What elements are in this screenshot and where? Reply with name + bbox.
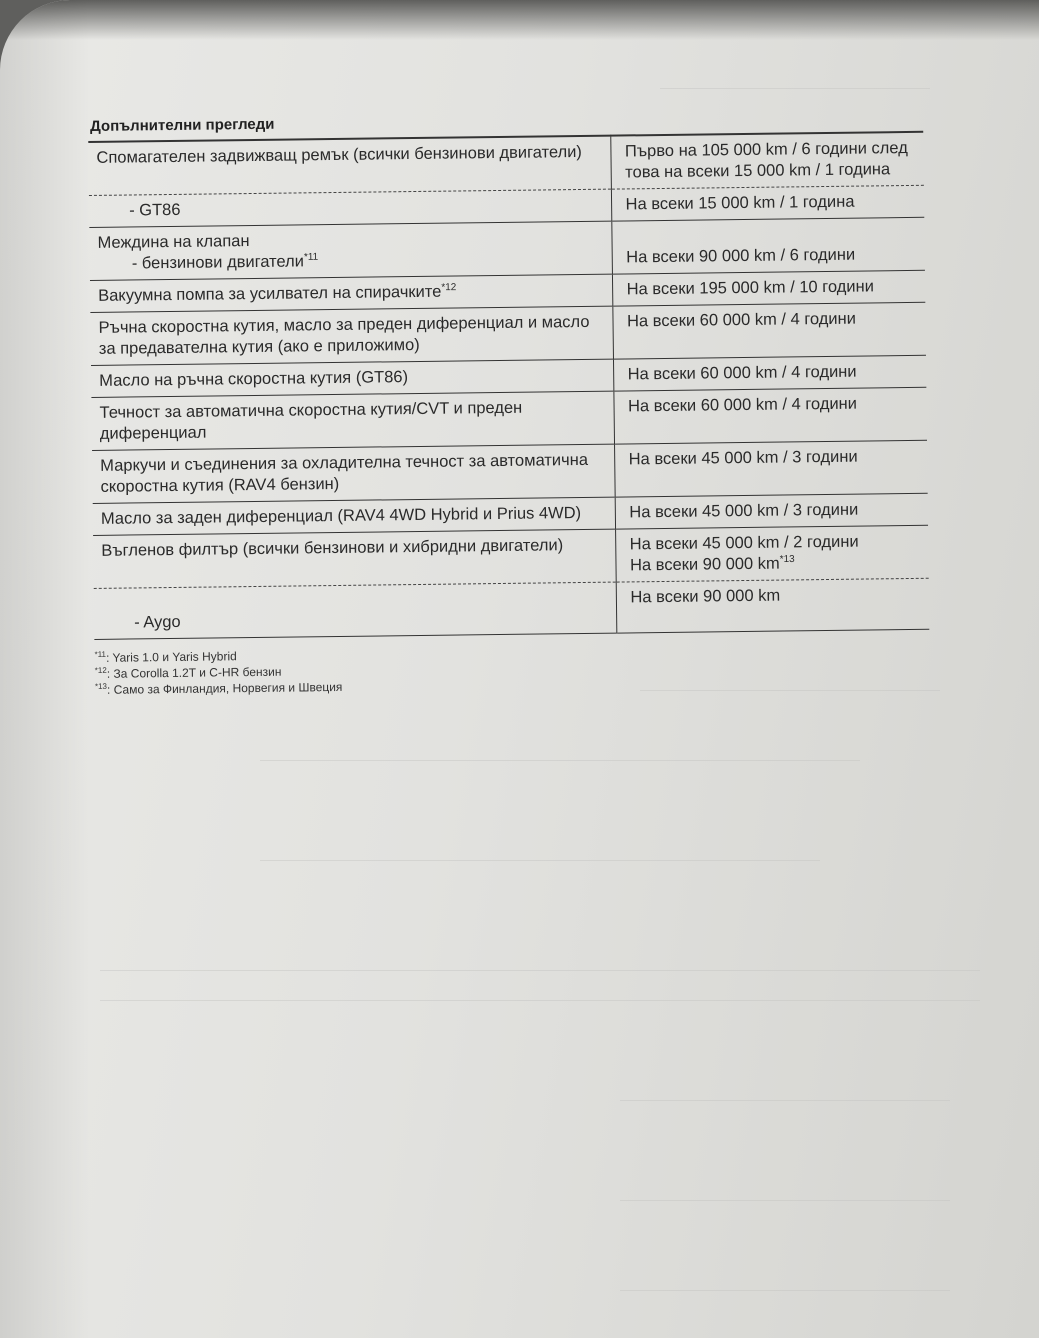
footnotes [94,640,935,698]
footnote-text: : Само за Финландия, Норвегия и Швеция [106,679,343,697]
item-cell [91,391,614,450]
maintenance-section [88,108,935,698]
bleed-through-line [100,970,980,971]
item-text: Спомагателен задвижващ ремък (всички бензинови двигатели) [96,142,582,167]
interval-text: На всеки 60 000 km / 4 години [626,309,857,331]
bleed-through-line [620,1200,950,1201]
interval-text: Първо на 105 000 km / 6 години след това на всеки 15 000 km / 1 година [624,138,908,182]
interval-text: На всеки 60 000 km / 4 години [627,394,858,416]
interval-cell [614,440,928,497]
interval-text-line2: На всеки 90 000 km [629,554,780,575]
footnote-ref: *12 [441,282,457,294]
table-row [94,578,930,639]
item-subtext-label: - бензинови двигатели [131,252,305,273]
footnote-text: : Yaris 1.0 и Yaris Hybrid [105,649,237,665]
item-text: Вакуумна помпа за усилвател на спирачките [98,282,442,305]
bleed-through-line [100,1000,980,1001]
item-text: - Aygo [134,612,181,632]
interval-cell [615,525,929,582]
item-text: Междина на клапан [97,232,250,252]
item-cell [89,221,612,280]
interval-cell [610,132,924,189]
interval-text: На всеки 60 000 km / 4 години [627,362,857,384]
bleed-through-line [660,88,930,89]
item-text: Ръчна скоростна кутия, масло за преден диференциал и масло за предавателна кутия (ако е приложимо) [98,312,590,358]
item-subtext [98,248,606,275]
interval-text: На всеки 195 000 km / 10 години [626,277,874,299]
item-text: Течност за автоматична скоростна кутия/CVT и преден диференциал [99,398,523,443]
interval-cell [613,355,926,391]
item-text: - GT86 [129,200,181,220]
interval-cell [615,493,928,529]
footnote-mark: *13 [94,681,108,691]
interval-text: На всеки 45 000 km / 2 години [629,532,859,554]
background-edge [0,0,1039,40]
maintenance-table [88,131,929,640]
footnote-text: : За Corolla 1.2T и C-HR бензин [106,664,282,681]
bleed-through-line [620,1100,950,1101]
bleed-through-line [620,1290,950,1291]
item-text: Въгленов филтър (всички бензинови и хибридни двигатели) [101,536,564,560]
interval-text: На всеки 45 000 km / 3 години [629,500,859,522]
footnote-ref: *11 [303,251,319,263]
item-cell [90,306,613,365]
interval-cell [611,185,924,221]
interval-cell [616,578,930,633]
item-cell [92,444,615,503]
interval-text: На всеки 90 000 km [630,586,781,607]
item-text: Масло за заден диференциал (RAV4 4WD Hybrid и Prius 4WD) [100,504,582,528]
interval-text: На всеки 15 000 km / 1 година [625,192,855,214]
footnote-mark: *12 [94,665,107,675]
bleed-through-line [260,760,860,761]
footnote-mark: *11 [94,649,107,659]
item-cell [94,582,617,639]
interval-cell [613,387,927,444]
binding-shadow [0,0,90,1338]
item-text: Масло на ръчна скоростна кутия (GT86) [99,368,409,390]
section-title: Допълнителни прегледи [89,115,275,135]
interval-text: На всеки 45 000 km / 3 години [628,447,858,469]
bleed-through-line [260,860,820,861]
item-cell [88,136,611,196]
interval-text: На всеки 90 000 km / 6 години [626,245,856,267]
interval-cell [612,270,925,306]
item-text: Маркучи и съединения за охладителна течност за автоматична скоростна кутия (RAV4 бензин) [100,450,589,496]
interval-cell [611,217,925,274]
interval-cell [612,302,926,359]
item-cell [93,529,616,588]
footnote-ref: *13 [779,553,795,566]
